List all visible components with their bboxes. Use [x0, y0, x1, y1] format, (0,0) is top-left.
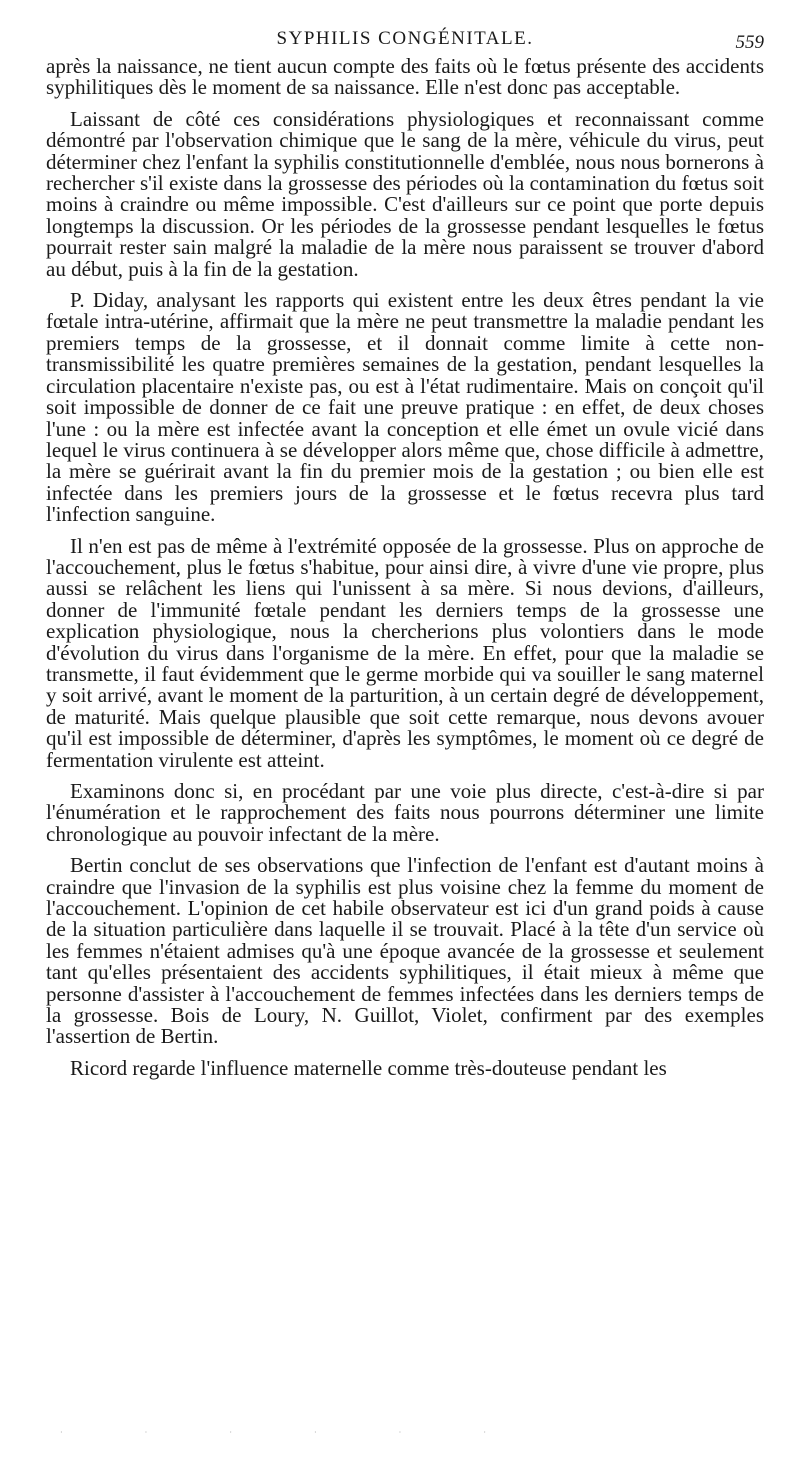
footer-print-specks: · · · · · ·: [60, 1428, 526, 1434]
page-header: [46, 22, 764, 52]
paragraph-last: Ricord regarde l'influence maternelle comme très-douteuse pendant les: [70, 1055, 667, 1080]
page-body: [46, 56, 764, 1079]
paragraph: Il n'en est pas de même à l'extrémité opposée de la grossesse. Plus on approche de l'accouchement, plus le fœtus s'habitue, pour ainsi dire, à vivre d'une vie propre, plus aussi se relâchent les liens qui l'unissent à sa mère. Si nous devions, d'ailleurs, donner de l'immunité fœtale pendant les derniers temps de la grossesse une explication physiologique, nous la chercherions plus volontiers dans le mode d'évolution du virus dans l'organisme de la mère. En effet, pour que la maladie se transmette, il faut évidemment que le germe morbide qui va souiller le sang maternel y soit arrivé, avant le moment de la parturition, à un certain degré de développement, de maturité. Mais quelque plausible que soit cette remarque, nous devons avouer qu'il est impossible de déterminer, d'après les symptômes, le moment où ce degré de fermentation virulente est atteint.: [46, 533, 764, 772]
paragraph: Examinons donc si, en procédant par une voie plus directe, c'est-à-dire si par l'énumération et le rapprochement des faits nous pourrons déterminer une limite chronologique au pouvoir infectant de la mère.: [46, 779, 764, 846]
book-page: [46, 22, 764, 1089]
page-number: 559: [735, 32, 764, 53]
paragraph: Laissant de côté ces considérations physiologiques et reconnaissant comme démontré par l'observation chimique que le sang de la mère, véhicule du virus, peut déterminer chez l'enfant la syphilis constitutionnelle d'emblée, nous nous bornerons à rechercher s'il existe dans la grossesse des périodes où la contamination du fœtus soit moins à craindre ou même impossible. C'est d'ailleurs sur ce point que porte depuis longtemps la discussion. Or les périodes de la grossesse pendant lesquelles le fœtus pourrait rester sain malgré la maladie de la mère nous paraissent se trouver d'abord au début, puis à la fin de la gestation.: [46, 106, 764, 281]
running-title: SYPHILIS CONGÉNITALE.: [276, 28, 534, 49]
paragraph: Bertin conclut de ses observations que l'infection de l'enfant est d'autant moins à craindre que l'invasion de la syphilis est plus voisine chez la femme du moment de l'accouchement. L'opinion de cet habile observateur est ici d'un grand poids à cause de la situation particulière dans laquelle il se trouvait. Placé à la tête d'un service où les femmes n'étaient admises qu'à une époque avancée de la grossesse et seulement tant qu'elles présentaient des accidents syphilitiques, il était mieux à même que personne d'assister à l'accouchement de femmes infectées dans les derniers temps de la grossesse. Bois de Loury, N. Guillot, Violet, confirment par des exemples l'assertion de Bertin.: [46, 853, 764, 1049]
paragraph-continuation: après la naissance, ne tient aucun compte des faits où le fœtus présente des accidents syphilitiques dès le moment de sa naissance. Elle n'est donc pas acceptable.: [46, 54, 764, 100]
paragraph: P. Diday, analysant les rapports qui existent entre les deux êtres pendant la vie fœtale intra-utérine, affirmait que la mère ne peut transmettre la maladie pendant les premiers temps de la grossesse, et il donnait comme limite à cette non-transmissibilité les quatre premières semaines de la gestation, pendant lesquelles la circulation placentaire n'existe pas, ou est à l'état rudimentaire. Mais on conçoit qu'il soit impossible de donner de ce fait une preuve pratique : en effet, de deux choses l'une : ou la mère est infectée avant la conception et elle émet un ovule vicié dans lequel le virus continuera à se développer alors même que, chose difficile à admettre, la mère se guérirait avant la fin du premier mois de la gestation ; ou bien elle est infectée dans les premiers jours de la grossesse et le fœtus recevra plus tard l'infection sanguine.: [46, 288, 764, 527]
